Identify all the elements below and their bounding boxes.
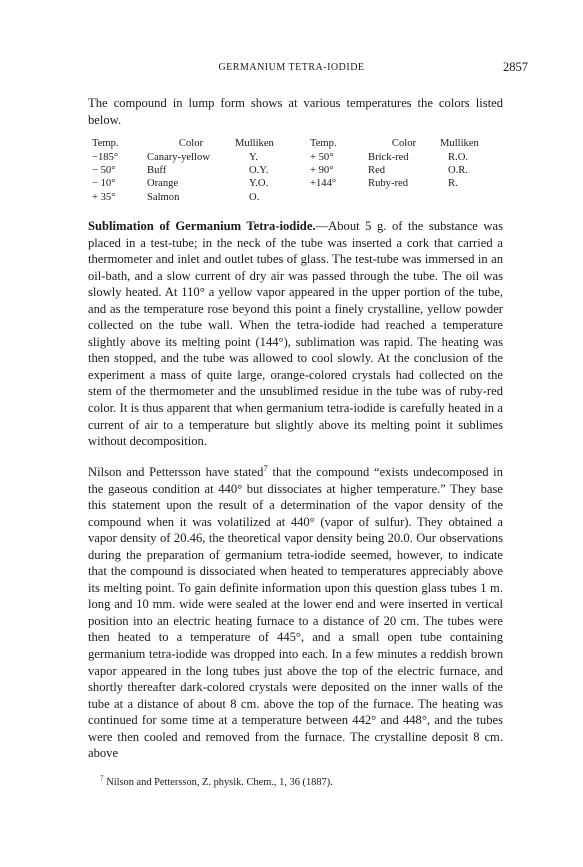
- table-cell: Y.: [249, 152, 258, 163]
- header-mulliken-2: Mulliken: [440, 138, 479, 149]
- paragraph-text: Nilson and Pettersson have stated: [88, 465, 264, 479]
- header-mulliken: Mulliken: [235, 138, 274, 149]
- running-title: GERMANIUM TETRA-IODIDE: [218, 62, 365, 73]
- header-color: Color: [178, 138, 204, 149]
- table-cell: − 50°: [92, 165, 116, 177]
- section-heading: Sublimation of Germanium Tetra-iodide.: [88, 219, 316, 233]
- footnote: [100, 774, 333, 788]
- table-cell: Canary-yellow: [147, 152, 210, 163]
- table-cell: Buff: [147, 165, 167, 177]
- footnote-reference: 7: [263, 462, 268, 473]
- table-cell: [310, 192, 368, 205]
- table-row: [92, 192, 480, 205]
- header-temp-2: Temp.: [310, 138, 337, 149]
- table-cell: [440, 192, 480, 205]
- color-table: [92, 138, 480, 205]
- table-cell: + 90°: [310, 165, 334, 177]
- table-cell: O.: [249, 191, 260, 203]
- table-cell: [368, 192, 440, 205]
- table-row: [92, 178, 480, 191]
- paragraph-text: that the compound “exists undecomposed in the gaseous condition at 440° but dissociates at higher temperature.” They base this statement upon the result of a determination of the vapor density of the compound when it was volatilized at 440° (vapor of sulfur). They obtained a vapor density of 20.46, the theoretical vapor density being 20.0. Our observations during the preparation of germanium tetra-iodide seemed, however, to indicate that the compound is dissociated when heated to temperatures appreciably above its melting point. To gain definite information upon this question glass tubes 1 m. long and 10 mm. wide were sealed at the lower end and were inserted in vertical position into an electric heating furnace to a distance of 20 cm. The tubes were then heated to a temperature of 445°, and a small open tube containing germanium tetra-iodide was dropped into each. In a few minutes a reddish brown vapor appeared in the long tubes just above the top of the electric furnace, and shortly thereafter dark-colored crystals were deposited on the inner walls of the tube at a distance of about 8 cm. above the top of the furnace. The heating was continued for some time at a temperature between 442° and 448°, and the tubes were then cooled and removed from the furnace. The crystalline deposit 8 cm. above: [88, 465, 503, 761]
- table-row: [92, 165, 480, 178]
- table-cell: O.R.: [448, 165, 469, 177]
- table-cell: O.Y.: [249, 165, 269, 177]
- table-cell: Y.O.: [249, 178, 269, 190]
- table-cell: R.O.: [448, 152, 469, 163]
- table-cell: + 50°: [310, 152, 334, 163]
- table-cell: −185°: [92, 152, 119, 163]
- table-cell: Orange: [147, 178, 179, 190]
- intro-text: The compound in lump form shows at various temperatures the colors listed below.: [88, 96, 503, 127]
- table-cell: + 35°: [92, 191, 116, 203]
- table-cell: Salmon: [147, 191, 180, 203]
- header-temp: Temp.: [92, 138, 119, 149]
- table-cell: − 10°: [92, 178, 116, 190]
- paragraph-sublimation: [88, 218, 503, 450]
- table-cell: Red: [368, 165, 386, 177]
- table-cell: Ruby-red: [368, 178, 409, 190]
- page-number: 2857: [503, 60, 528, 74]
- table-cell: Brick-red: [368, 152, 409, 163]
- footnote-marker: 7: [100, 774, 104, 783]
- header-color-2: Color: [391, 138, 417, 149]
- paragraph-dissociation: [88, 464, 503, 762]
- table-header-row: [92, 138, 480, 152]
- table-cell: +144°: [310, 178, 337, 190]
- table-row: [92, 152, 480, 165]
- paragraph-text: —About 5 g. of the substance was placed in a test-tube; in the neck of the tube was inserted a cork that carried a thermometer and inlet and outlet tubes of glass. The test-tube was immersed in an oil-bath, and a slow current of dry air was passed through the tube. The oil was slowly heated. At 110° a yellow vapor appeared in the upper portion of the tube, and as the temperature rose beyond this point a finely crystalline, yellow powder collected on the tube wall. When the tetra-iodide had reached a temperature slightly above its melting point (144°), sublimation was rapid. The heating was then stopped, and the tube was allowed to cool slowly. At the conclusion of the experiment a mass of quite large, orange-colored crystals had collected on the stem of the thermometer and the unsublimed residue in the tube was of ruby-red color. It is thus apparent that when germanium tetra-iodide is carefully heated in a current of air to a temperature but slightly above its melting point it sublimes without decomposition.: [88, 219, 503, 449]
- footnote-text: Nilson and Pettersson, Z. physik. Chem., 1, 36 (1887).: [103, 777, 333, 788]
- table-cell: R.: [448, 178, 458, 190]
